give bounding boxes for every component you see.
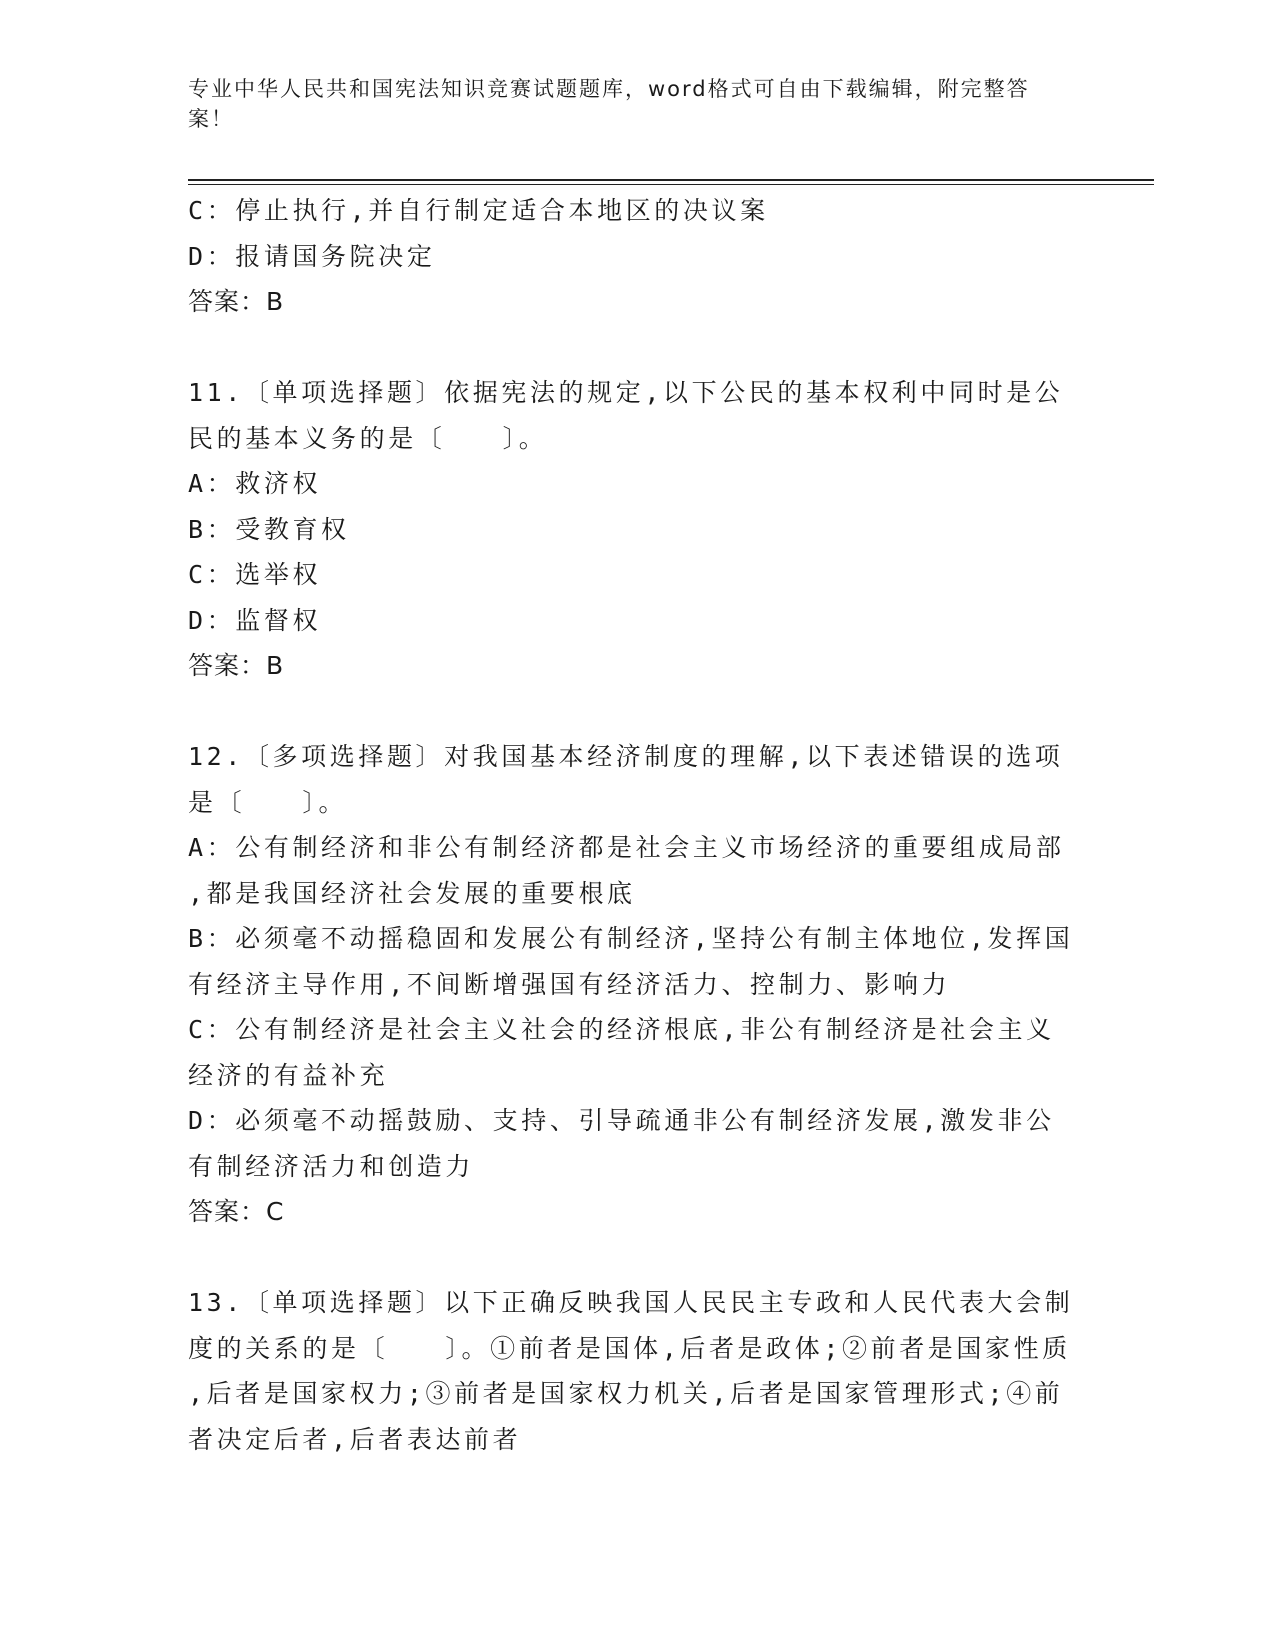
option-b: B：必须毫不动摇稳固和发展公有制经济,坚持公有制主体地位,发挥国 <box>188 924 1074 953</box>
option-d: D：监督权 <box>188 605 322 635</box>
question-12 <box>188 734 1078 1235</box>
question-text: 是〔 〕。 <box>188 787 348 817</box>
option-a: A：公有制经济和非公有制经济都是社会主义市场经济的重要组成局部 <box>188 833 1065 862</box>
header-rule-thin <box>188 184 1154 185</box>
question-content <box>188 188 1078 1462</box>
option-c: C：公有制经济是社会主义社会的经济根底,非公有制经济是社会主义 <box>188 1015 1055 1044</box>
answer-line: 答案：B <box>188 651 285 680</box>
answer-line: 答案：C <box>188 1197 285 1226</box>
option-b: B：受教育权 <box>188 514 350 544</box>
spacer <box>188 1235 1078 1281</box>
option-d-continued: 有制经济活力和创造力 <box>188 1151 475 1181</box>
option-c: C：停止执行,并自行制定适合本地区的决议案 <box>188 196 769 225</box>
question-text: ,后者是国家权力;③前者是国家权力机关,后者是国家管理形式;④前 <box>188 1379 1064 1408</box>
question-text: 11.〔单项选择题〕依据宪法的规定,以下公民的基本权利中同时是公 <box>188 378 1064 407</box>
option-b-continued: 有经济主导作用,不间断增强国有经济活力、控制力、影响力 <box>188 969 951 999</box>
option-c-continued: 经济的有益补充 <box>188 1060 389 1090</box>
question-text: 者决定后者,后者表达前者 <box>188 1424 522 1454</box>
previous-question-tail <box>188 188 1078 325</box>
option-c: C：选举权 <box>188 560 322 589</box>
header-rule-thick <box>188 179 1154 181</box>
option-a: A：救济权 <box>188 469 322 498</box>
answer-line: 答案：B <box>188 287 285 316</box>
option-d: D：必须毫不动摇鼓励、支持、引导疏通非公有制经济发展,激发非公 <box>188 1106 1055 1135</box>
question-text: 民的基本义务的是〔 〕。 <box>188 423 548 453</box>
question-11 <box>188 370 1078 689</box>
question-13 <box>188 1280 1078 1462</box>
question-text: 12.〔多项选择题〕对我国基本经济制度的理解,以下表述错误的选项 <box>188 742 1064 771</box>
option-a-continued: ,都是我国经济社会发展的重要根底 <box>188 878 636 908</box>
question-text: 13.〔单项选择题〕以下正确反映我国人民民主专政和人民代表大会制 <box>188 1288 1074 1317</box>
document-header: 专业中华人民共和国宪法知识竞赛试题题库，word格式可自由下载编辑，附完整答案！ <box>188 77 1030 131</box>
spacer <box>188 689 1078 735</box>
question-text: 度的关系的是〔 〕。①前者是国体,后者是政体;②前者是国家性质 <box>188 1333 1071 1363</box>
option-d: D：报请国务院决定 <box>188 241 436 271</box>
spacer <box>188 325 1078 371</box>
